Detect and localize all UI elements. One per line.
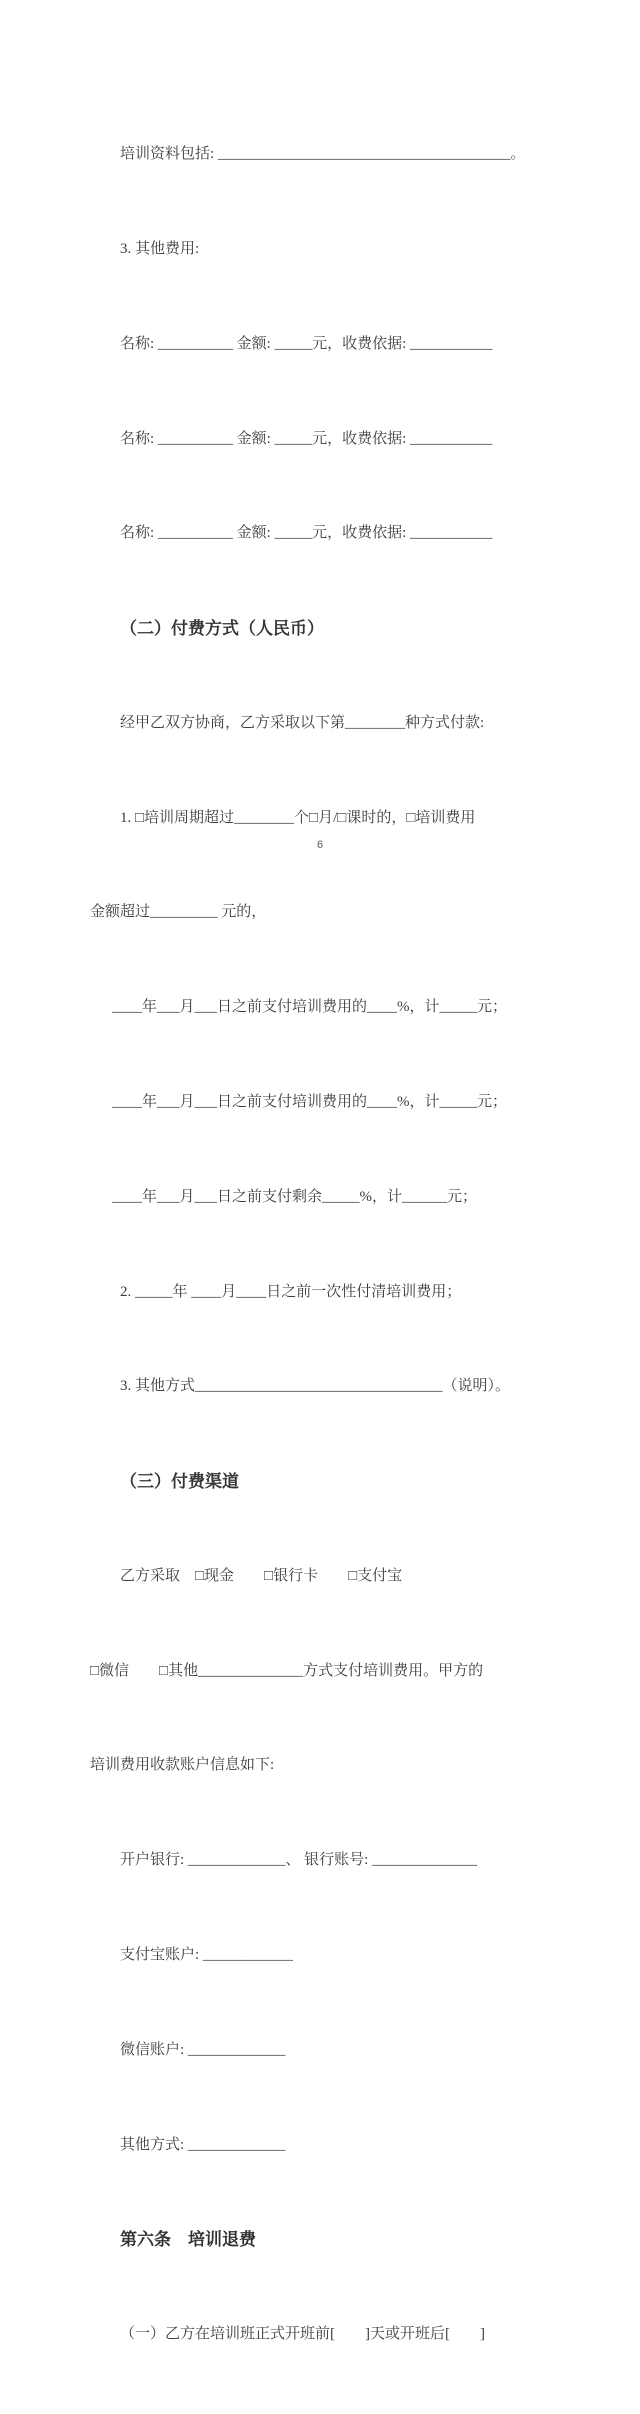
heading-payment-method: （二）付费方式（人民币） bbox=[120, 619, 324, 639]
heading-payment-channel: （三）付费渠道 bbox=[120, 1472, 239, 1492]
line-channel-options-1: 乙方采取 □现金 □银行卡 □支付宝 bbox=[120, 1567, 403, 1584]
line-payment-negotiation: 经甲乙双方协商，乙方采取以下第________种方式付款: bbox=[120, 714, 485, 731]
page-number: 6 bbox=[316, 839, 324, 851]
line-installment-2: ____年___月___日之前支付培训费用的____%，计_____元； bbox=[112, 1094, 507, 1110]
line-bank-account: 开户银行: _____________、 银行账号: ______________ bbox=[120, 1852, 478, 1869]
line-account-info-intro: 培训费用收款账户信息如下: bbox=[90, 1757, 275, 1774]
line-option3-other: 3. 其他方式_________________________________（说明）。 bbox=[120, 1378, 511, 1395]
line-option1-part2: 金额超过_________ 元的， bbox=[90, 904, 267, 921]
line-channel-options-2: □微信 □其他______________方式支付培训费用。甲方的 bbox=[90, 1662, 484, 1679]
line-alipay-account: 支付宝账户: ____________ bbox=[120, 1947, 293, 1964]
line-refund-clause-1: （一）乙方在培训班正式开班前[ ]天或开班后[ ] bbox=[120, 2326, 485, 2343]
fee-row-2: 名称: __________ 金额: _____元，收费依据: ___________ bbox=[120, 430, 493, 447]
line-wechat-account: 微信账户: _____________ bbox=[120, 2041, 286, 2058]
line-installment-3: ____年___月___日之前支付剩余_____%，计______元； bbox=[112, 1188, 477, 1205]
contract-text-block bbox=[90, 76, 558, 2414]
fee-row-3: 名称: __________ 金额: _____元，收费依据: ___________ bbox=[120, 525, 493, 542]
line-other-fees: 3. 其他费用: bbox=[120, 240, 200, 257]
line-training-materials: 培训资料包括: _______________________________________。 bbox=[120, 146, 526, 163]
line-installment-1: ____年___月___日之前支付培训费用的____%，计_____元； bbox=[112, 999, 507, 1016]
line-option2-lump-sum: 2. _____年 ____月____日之前一次性付清培训费用； bbox=[120, 1283, 462, 1300]
line-option1-part1: 1. □培训周期超过________个□月/□课时的，□培训费用 bbox=[120, 809, 476, 826]
line-other-account: 其他方式: _____________ bbox=[120, 2136, 286, 2153]
fee-row-1: 名称: __________ 金额: _____元，收费依据: ___________ bbox=[120, 335, 493, 352]
heading-article-6-refund: 第六条 培训退费 bbox=[120, 2230, 256, 2250]
